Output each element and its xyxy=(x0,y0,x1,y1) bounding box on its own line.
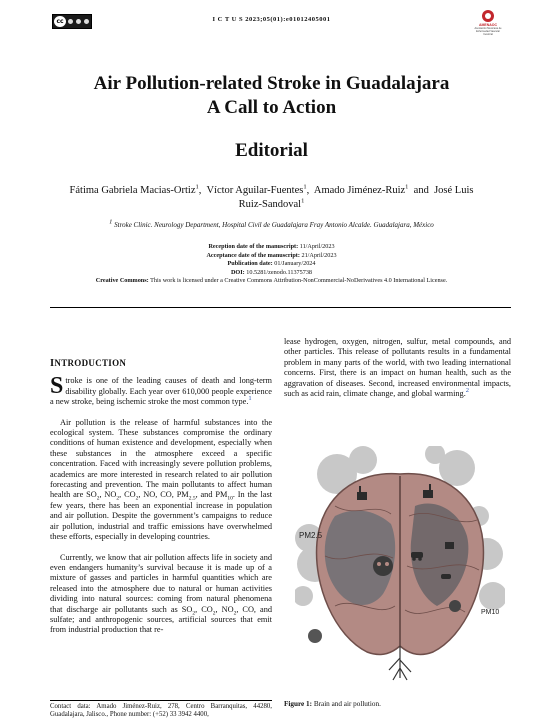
license-statement: Creative Commons: This work is licensed under a Creative Commons Attribution-NonCommercial-NoDerivatives 4.0 International License. xyxy=(95,277,448,285)
journal-id: I C T U S 2023;05(01):e01012405001 xyxy=(212,16,331,23)
accepted-date: Acceptance date of the manuscript: 21/April/2023 xyxy=(206,251,337,259)
figure-caption-text: Brain and air pollution. xyxy=(313,700,381,708)
paragraph-2: Air pollution is the release of harmful substances into the ecological system. These substances compromise the ordinary conditions of human existence and development, especially when these substances in the atmosphere exceed a specific concentration. Faced with increasingly severe pollution problems, academics are more interested in research related to air pollution forecasting and prevention. The main pollutants to affect human health are $SO_2$, $NO_2$, $CO_2$, NO, CO, $PM_{2.5}$, and $PM_{10}$. In the last few years, there has been an exponential increase in population and air pollution. Despite the government’s campaigns to reduce air pollution, industrial and traffic emissions have overwhelmed these efforts, especially in developing countries. xyxy=(50,417,273,542)
left-column xyxy=(50,358,272,646)
affiliation-mark: 1 xyxy=(301,197,305,205)
author-name: Amado Jiménez-Ruiz xyxy=(313,185,406,196)
section-heading-introduction: INTRODUCTION xyxy=(50,358,127,369)
paper-title xyxy=(0,72,543,120)
affiliation-mark: 1 xyxy=(195,183,199,191)
document-type: Editorial xyxy=(235,140,308,161)
section-divider xyxy=(50,307,511,308)
author-name: Víctor Aguilar-Fuentes xyxy=(206,185,304,196)
author-name: Ruiz-Sandoval xyxy=(238,199,302,210)
paragraph-1: Stroke is one of the leading causes of death and long-term disability globally. Each year over 610,000 people experience a new stroke, being ischemic stroke the most common type.$^1$ xyxy=(50,373,272,407)
right-column xyxy=(284,337,511,409)
figure-brain-pollution xyxy=(295,446,505,686)
affiliation-mark: 1 xyxy=(109,218,113,226)
paragraph-4: lease hydrogen, oxygen, nitrogen, sulfur, metal compounds, and other particles. This release of pollutants results in a fundamental problem in many parts of the world, with two leading international concerns. First, there is an impact on human health, such as the aggravation of diseases. Second, increased environmental impacts, such as acid rain, climate change, and global warming.$^2$ xyxy=(284,337,511,399)
affiliation-mark: 1 xyxy=(405,183,409,191)
author-list xyxy=(50,184,493,212)
author-line-2 xyxy=(50,198,493,212)
contact-footnote: Contact data: Amado Jiménez-Ruiz, 278, Centro Barranquitas, 44280, Guadalajara, Jalisco., Phone number: (+52) 33 3942 4400, xyxy=(50,700,272,720)
figure-caption xyxy=(284,700,381,708)
society-emblem-icon xyxy=(482,10,494,22)
received-date: Reception date of the manuscript: 11/April/2023 xyxy=(208,243,335,250)
manuscript-info xyxy=(40,243,503,286)
paragraph-3: Currently, we know that air pollution affects life in society and even endangers humanity’s survival because it is made up of a mixture of gasses and particles in harmful quantities which are released into the atmosphere due to natural or human activities dividing into natural sources: coming from natural phenomena that discharge air pollutants such as $SO_2$, $CO_2$, $NO_2$, CO, and sulfate; and anthropogenic sources, artificial sources that emit from industrial production that re- xyxy=(50,552,272,635)
affiliation xyxy=(50,218,493,229)
author-name: Fátima Gabriela Macias-Ortiz xyxy=(69,185,196,196)
doi-link[interactable]: 10.5281/zenodo.11375738 xyxy=(246,268,313,276)
society-logo-subtext: Asociación Mexicana de Enfermedad Vascular Cerebral xyxy=(474,27,502,36)
citation-link[interactable]: 2 xyxy=(465,387,470,395)
cc-logo-icon: cc xyxy=(54,16,66,27)
affiliation-text: Stroke Clinic. Neurology Department, Hospital Civil de Guadalajara Fray Antonio Alcalde. Guadalajara, México xyxy=(114,221,434,229)
pm10-label: PM10 xyxy=(481,609,500,616)
author-conjunction: and xyxy=(413,185,429,196)
doi: DOI: 10.5281/zenodo.11375738 xyxy=(230,268,313,276)
author-name: José Luis xyxy=(434,185,474,196)
drop-cap: S xyxy=(50,373,64,400)
author-line-1: Fátima Gabriela Macias-Ortiz$^1$, Víctor Aguilar-Fuentes$^1$, Amado Jiménez-Ruiz$^1$ and José Luis xyxy=(69,183,474,196)
society-logo-text: AMENAOC xyxy=(478,23,498,27)
figure-label: Figure 1: xyxy=(284,700,313,708)
society-logo xyxy=(472,10,504,34)
title-line-1: Air Pollution-related Stroke in Guadalajara xyxy=(93,73,450,94)
pm25-label: PM2.5 xyxy=(299,531,323,540)
affiliation-mark: 1 xyxy=(303,183,307,191)
publication-date: Publication date: 01/January/2024 xyxy=(227,260,316,268)
citation-link[interactable]: 1 xyxy=(248,395,252,403)
title-line-2: A Call to Action xyxy=(206,97,337,118)
brain-illustration xyxy=(295,446,505,686)
